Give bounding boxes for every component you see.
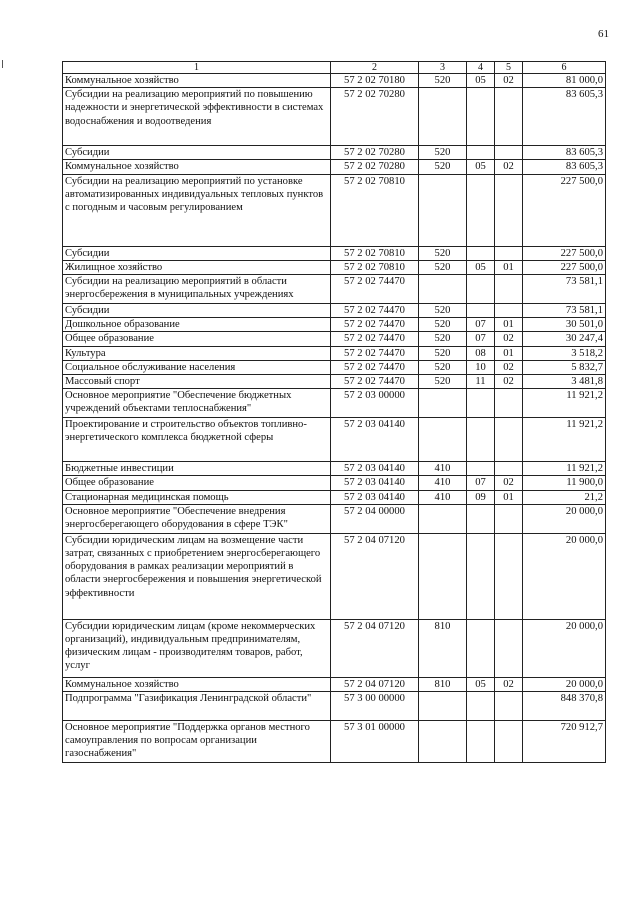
- target-code-cell: 57 2 03 04140: [331, 418, 419, 462]
- section-cell: 11: [467, 375, 495, 389]
- amount-cell: 227 500,0: [523, 174, 606, 246]
- amount-cell: 30 247,4: [523, 332, 606, 346]
- budget-table: [62, 61, 606, 763]
- row-name-cell: Субсидии на реализацию мероприятий по установке автоматизированных индивидуальных тепловых пунктов с погодным и часовым регулированием: [63, 174, 331, 246]
- table-row: [63, 146, 606, 160]
- row-name-cell: Дошкольное образование: [63, 318, 331, 332]
- amount-cell: 11 921,2: [523, 418, 606, 462]
- expense-type-cell: 520: [419, 360, 467, 374]
- amount-cell: 83 605,3: [523, 160, 606, 174]
- column-number-cell: 4: [467, 62, 495, 74]
- subsection-cell: [495, 146, 523, 160]
- column-number-row: [63, 62, 606, 74]
- subsection-cell: [495, 462, 523, 476]
- amount-cell: 20 000,0: [523, 677, 606, 691]
- target-code-cell: 57 2 03 00000: [331, 389, 419, 418]
- subsection-cell: 01: [495, 318, 523, 332]
- amount-cell: 20 000,0: [523, 533, 606, 619]
- section-cell: [467, 462, 495, 476]
- subsection-cell: 02: [495, 375, 523, 389]
- row-name-cell: Стационарная медицинская помощь: [63, 490, 331, 504]
- expense-type-cell: [419, 692, 467, 721]
- page-number: 61: [598, 28, 609, 40]
- section-cell: 09: [467, 490, 495, 504]
- table-row: [63, 476, 606, 490]
- section-cell: [467, 174, 495, 246]
- amount-cell: 5 832,7: [523, 360, 606, 374]
- expense-type-cell: [419, 504, 467, 533]
- table-row: [63, 174, 606, 246]
- table-row: [63, 260, 606, 274]
- target-code-cell: 57 2 02 74470: [331, 332, 419, 346]
- row-name-cell: Коммунальное хозяйство: [63, 74, 331, 88]
- target-code-cell: 57 2 02 74470: [331, 275, 419, 304]
- section-cell: [467, 533, 495, 619]
- table-row: [63, 677, 606, 691]
- section-cell: [467, 619, 495, 677]
- expense-type-cell: [419, 533, 467, 619]
- amount-cell: 20 000,0: [523, 504, 606, 533]
- target-code-cell: 57 2 02 74470: [331, 318, 419, 332]
- amount-cell: 81 000,0: [523, 74, 606, 88]
- amount-cell: 848 370,8: [523, 692, 606, 721]
- table-row: [63, 533, 606, 619]
- row-name-cell: Субсидии юридическим лицам (кроме некоммерческих организаций), индивидуальным предпринимателям, физическим лицам - производителям товаров, работ, услуг: [63, 619, 331, 677]
- subsection-cell: 01: [495, 346, 523, 360]
- subsection-cell: 01: [495, 260, 523, 274]
- amount-cell: 73 581,1: [523, 275, 606, 304]
- expense-type-cell: 520: [419, 160, 467, 174]
- target-code-cell: 57 3 00 00000: [331, 692, 419, 721]
- column-number-cell: 1: [63, 62, 331, 74]
- target-code-cell: 57 3 01 00000: [331, 721, 419, 763]
- subsection-cell: 02: [495, 360, 523, 374]
- row-name-cell: Культура: [63, 346, 331, 360]
- subsection-cell: [495, 88, 523, 146]
- section-cell: [467, 275, 495, 304]
- row-name-cell: Проектирование и строительство объектов топливно-энергетического комплекса бюджетной сферы: [63, 418, 331, 462]
- target-code-cell: 57 2 02 74470: [331, 346, 419, 360]
- expense-type-cell: 410: [419, 476, 467, 490]
- expense-type-cell: 520: [419, 346, 467, 360]
- table-row: [63, 318, 606, 332]
- table-row: [63, 346, 606, 360]
- table-row: [63, 692, 606, 721]
- expense-type-cell: 410: [419, 490, 467, 504]
- section-cell: [467, 304, 495, 318]
- target-code-cell: 57 2 02 74470: [331, 304, 419, 318]
- amount-cell: 3 481,8: [523, 375, 606, 389]
- row-name-cell: Субсидии: [63, 246, 331, 260]
- amount-cell: 11 921,2: [523, 462, 606, 476]
- section-cell: 05: [467, 677, 495, 691]
- subsection-cell: [495, 692, 523, 721]
- table-row: [63, 375, 606, 389]
- target-code-cell: 57 2 02 74470: [331, 375, 419, 389]
- row-name-cell: Субсидии: [63, 304, 331, 318]
- section-cell: 05: [467, 74, 495, 88]
- row-name-cell: Субсидии: [63, 146, 331, 160]
- subsection-cell: [495, 246, 523, 260]
- amount-cell: 83 605,3: [523, 146, 606, 160]
- amount-cell: 3 518,2: [523, 346, 606, 360]
- subsection-cell: 01: [495, 490, 523, 504]
- expense-type-cell: 520: [419, 375, 467, 389]
- subsection-cell: 02: [495, 476, 523, 490]
- scan-edge-mark: [2, 60, 3, 68]
- table-row: [63, 332, 606, 346]
- section-cell: 07: [467, 318, 495, 332]
- expense-type-cell: [419, 721, 467, 763]
- row-name-cell: Коммунальное хозяйство: [63, 677, 331, 691]
- expense-type-cell: 520: [419, 332, 467, 346]
- row-name-cell: Субсидии на реализацию мероприятий по повышению надежности и энергетической эффективности в системах водоснабжения и водоотведения: [63, 88, 331, 146]
- budget-table-body: [63, 62, 606, 763]
- expense-type-cell: [419, 88, 467, 146]
- expense-type-cell: 810: [419, 619, 467, 677]
- table-row: [63, 304, 606, 318]
- subsection-cell: [495, 619, 523, 677]
- amount-cell: 73 581,1: [523, 304, 606, 318]
- table-row: [63, 275, 606, 304]
- row-name-cell: Подпрограмма "Газификация Ленинградской области": [63, 692, 331, 721]
- target-code-cell: 57 2 04 07120: [331, 619, 419, 677]
- subsection-cell: 02: [495, 160, 523, 174]
- target-code-cell: 57 2 04 00000: [331, 504, 419, 533]
- table-row: [63, 88, 606, 146]
- subsection-cell: 02: [495, 74, 523, 88]
- amount-cell: 720 912,7: [523, 721, 606, 763]
- table-row: [63, 246, 606, 260]
- table-row: [63, 389, 606, 418]
- target-code-cell: 57 2 02 70280: [331, 146, 419, 160]
- amount-cell: 21,2: [523, 490, 606, 504]
- target-code-cell: 57 2 02 70180: [331, 74, 419, 88]
- table-row: [63, 360, 606, 374]
- subsection-cell: [495, 533, 523, 619]
- section-cell: 10: [467, 360, 495, 374]
- amount-cell: 83 605,3: [523, 88, 606, 146]
- row-name-cell: Коммунальное хозяйство: [63, 160, 331, 174]
- table-row: [63, 462, 606, 476]
- row-name-cell: Субсидии юридическим лицам на возмещение части затрат, связанных с приобретением энергосберегающего оборудования в рамках реализации мероприятий в области энергосбережения и повышения энергетической эффективности: [63, 533, 331, 619]
- table-row: [63, 504, 606, 533]
- target-code-cell: 57 2 02 70280: [331, 160, 419, 174]
- row-name-cell: Общее образование: [63, 476, 331, 490]
- target-code-cell: 57 2 03 04140: [331, 462, 419, 476]
- subsection-cell: [495, 304, 523, 318]
- target-code-cell: 57 2 02 70280: [331, 88, 419, 146]
- row-name-cell: Социальное обслуживание населения: [63, 360, 331, 374]
- expense-type-cell: 520: [419, 146, 467, 160]
- amount-cell: 227 500,0: [523, 260, 606, 274]
- subsection-cell: 02: [495, 677, 523, 691]
- column-number-cell: 6: [523, 62, 606, 74]
- table-row: [63, 160, 606, 174]
- expense-type-cell: 410: [419, 462, 467, 476]
- expense-type-cell: [419, 174, 467, 246]
- table-row: [63, 418, 606, 462]
- row-name-cell: Основное мероприятие "Обеспечение внедрения энергосберегающего оборудования в сфере ТЭК": [63, 504, 331, 533]
- section-cell: [467, 692, 495, 721]
- target-code-cell: 57 2 02 70810: [331, 260, 419, 274]
- table-row: [63, 74, 606, 88]
- subsection-cell: [495, 721, 523, 763]
- table-row: [63, 619, 606, 677]
- expense-type-cell: 520: [419, 304, 467, 318]
- section-cell: [467, 389, 495, 418]
- column-number-cell: 5: [495, 62, 523, 74]
- target-code-cell: 57 2 02 74470: [331, 360, 419, 374]
- target-code-cell: 57 2 04 07120: [331, 677, 419, 691]
- table-row: [63, 721, 606, 763]
- target-code-cell: 57 2 02 70810: [331, 174, 419, 246]
- expense-type-cell: [419, 418, 467, 462]
- target-code-cell: 57 2 04 07120: [331, 533, 419, 619]
- subsection-cell: [495, 174, 523, 246]
- subsection-cell: [495, 418, 523, 462]
- column-number-cell: 3: [419, 62, 467, 74]
- subsection-cell: [495, 504, 523, 533]
- subsection-cell: [495, 389, 523, 418]
- section-cell: 07: [467, 476, 495, 490]
- section-cell: [467, 246, 495, 260]
- expense-type-cell: 810: [419, 677, 467, 691]
- target-code-cell: 57 2 03 04140: [331, 476, 419, 490]
- table-row: [63, 490, 606, 504]
- row-name-cell: Общее образование: [63, 332, 331, 346]
- expense-type-cell: [419, 389, 467, 418]
- section-cell: 07: [467, 332, 495, 346]
- target-code-cell: 57 2 03 04140: [331, 490, 419, 504]
- expense-type-cell: 520: [419, 260, 467, 274]
- amount-cell: 20 000,0: [523, 619, 606, 677]
- section-cell: [467, 88, 495, 146]
- row-name-cell: Субсидии на реализацию мероприятий в области энергосбережения в муниципальных учреждениях: [63, 275, 331, 304]
- row-name-cell: Жилищное хозяйство: [63, 260, 331, 274]
- expense-type-cell: [419, 275, 467, 304]
- section-cell: [467, 146, 495, 160]
- expense-type-cell: 520: [419, 246, 467, 260]
- row-name-cell: Массовый спорт: [63, 375, 331, 389]
- section-cell: [467, 504, 495, 533]
- column-number-cell: 2: [331, 62, 419, 74]
- row-name-cell: Основное мероприятие "Обеспечение бюджетных учреждений объектами теплоснабжения": [63, 389, 331, 418]
- amount-cell: 11 900,0: [523, 476, 606, 490]
- amount-cell: 30 501,0: [523, 318, 606, 332]
- amount-cell: 227 500,0: [523, 246, 606, 260]
- section-cell: 05: [467, 260, 495, 274]
- expense-type-cell: 520: [419, 318, 467, 332]
- expense-type-cell: 520: [419, 74, 467, 88]
- row-name-cell: Основное мероприятие "Поддержка органов местного самоуправления по вопросам организации газоснабжения": [63, 721, 331, 763]
- section-cell: 05: [467, 160, 495, 174]
- section-cell: [467, 418, 495, 462]
- section-cell: [467, 721, 495, 763]
- section-cell: 08: [467, 346, 495, 360]
- subsection-cell: 02: [495, 332, 523, 346]
- subsection-cell: [495, 275, 523, 304]
- row-name-cell: Бюджетные инвестиции: [63, 462, 331, 476]
- amount-cell: 11 921,2: [523, 389, 606, 418]
- target-code-cell: 57 2 02 70810: [331, 246, 419, 260]
